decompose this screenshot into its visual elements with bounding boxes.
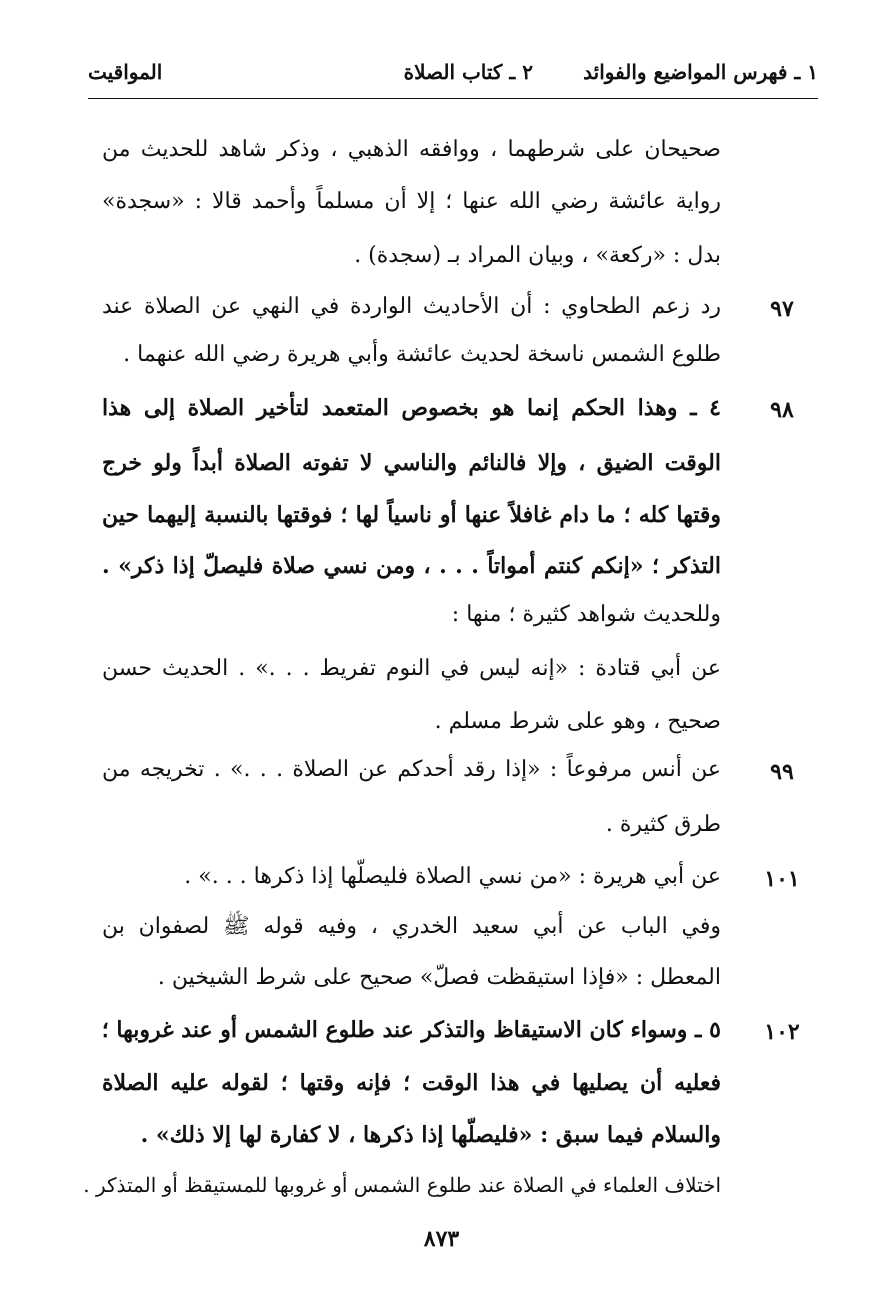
text-line: رواية عائشة رضي الله عنها ؛ إلا أن مسلماً وأحمد قالا : «سجدة» [102,189,721,214]
text-line: صحيحان على شرطهما ، ووافقه الذهبي ، وذكر شاهد للحديث من [102,137,721,162]
text-line: فعليه أن يصليها في هذا الوقت ؛ فإنه وقتها ؛ لقوله عليه الصلاة [102,1070,721,1096]
text-line: والسلام فيما سبق : «فليصلّها إذا ذكرها ، لا كفارة لها إلا ذلك» . [140,1122,721,1148]
text-line: عن أنس مرفوعاً : «إذا رقد أحدكم عن الصلاة . . .» . تخريجه من [102,757,721,782]
text-line: طلوع الشمس ناسخة لحديث عائشة وأبي هريرة رضي الله عنهما . [123,342,721,367]
text-line: عن أبي هريرة : «من نسي الصلاة فليصلّها إذا ذكرها . . .» . [184,864,721,889]
text-line: وللحديث شواهد كثيرة ؛ منها : [451,602,721,627]
text-line: التذكر ؛ «إنكم كنتم أمواتاً . . . ، ومن نسي صلاة فليصلّ إذا ذكر» . [102,553,721,579]
text-line: ٤ ـ وهذا الحكم إنما هو بخصوص المتعمد لتأخير الصلاة إلى هذا [102,395,721,421]
text-line: المعطل : «فإذا استيقظت فصلّ» صحيح على شرط الشيخين . [157,965,721,990]
entry-number: ٩٩ [770,759,794,785]
text-line: صحيح ، وهو على شرط مسلم . [434,709,721,734]
entry-number: ١٠١ [764,866,800,892]
page-number: ٨٧٣ [423,1226,460,1252]
header-chapter-title: المواقيت [88,60,163,84]
text-line: الوقت الضيق ، وإلا فالنائم والناسي لا تفوته الصلاة أبداً ولو خرج [102,450,721,476]
text-line: ٥ ـ وسواء كان الاستيقاظ والتذكر عند طلوع الشمس أو عند غروبها ؛ [101,1017,721,1043]
text-line: طرق كثيرة . [605,812,721,837]
text-line: عن أبي قتادة : «إنه ليس في النوم تفريط . . .» . الحديث حسن [102,656,721,681]
text-line: رد زعم الطحاوي : أن الأحاديث الواردة في النهي عن الصلاة عند [102,294,721,319]
entry-number: ٩٧ [770,296,794,322]
header-book-title: ٢ ـ كتاب الصلاة [403,60,533,84]
entry-number: ١٠٢ [764,1019,800,1045]
text-line: وقتها كله ؛ ما دام غافلاً عنها أو ناسياً لها ؛ فوقتها بالنسبة إليهما حين [102,502,721,528]
header-index-title: ١ ـ فهرس المواضيع والفوائد [583,60,818,84]
entry-number: ٩٨ [770,397,794,423]
text-line: اختلاف العلماء في الصلاة عند طلوع الشمس أو غروبها للمستيقظ أو المتذكر . [83,1173,721,1197]
running-header [88,58,818,99]
text-line: بدل : «ركعة» ، وبيان المراد بـ (سجدة) . [354,243,721,268]
text-line: وفي الباب عن أبي سعيد الخدري ، وفيه قوله ﷺ لصفوان بن [102,914,721,939]
